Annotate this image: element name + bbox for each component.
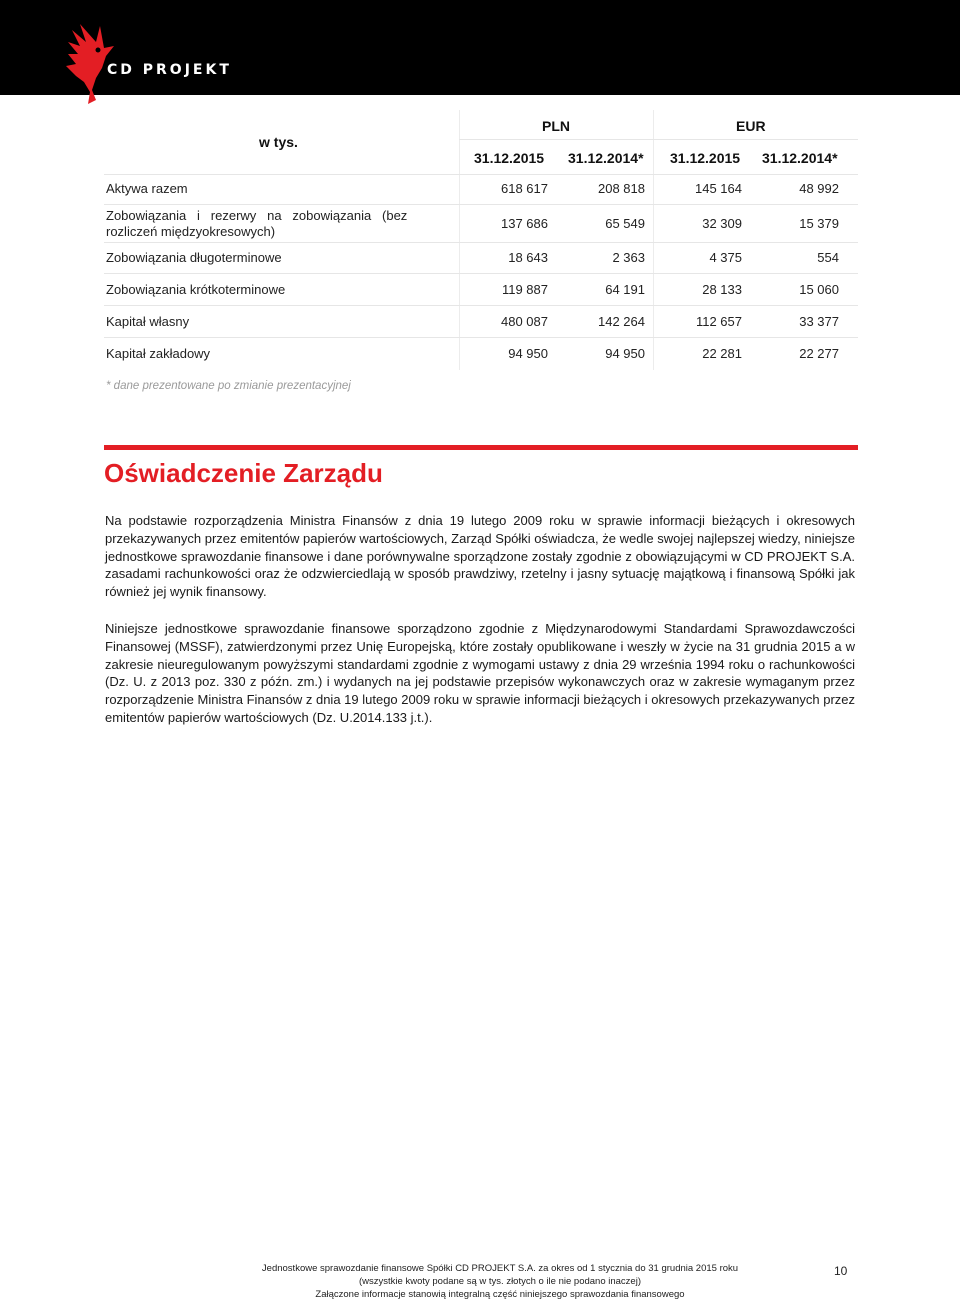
row-divider <box>104 204 858 205</box>
footer-line: (wszystkie kwoty podane są w tys. złotych o ile nie podano inaczej) <box>359 1276 641 1287</box>
value-cell: 64 191 <box>605 282 645 297</box>
column-header: 31.12.2015 <box>670 150 741 166</box>
value-cell: 208 818 <box>598 181 645 196</box>
page-number: 10 <box>834 1264 848 1278</box>
value-cell: 18 643 <box>508 250 548 265</box>
row-divider <box>104 242 858 243</box>
value-cell: 112 657 <box>695 314 742 329</box>
logo-text: CD PROJEKT <box>107 62 232 78</box>
value-cell: 554 <box>817 250 839 265</box>
value-cell: 33 377 <box>799 314 839 329</box>
value-cell: 618 617 <box>501 181 548 196</box>
statement-paragraph: Na podstawie rozporządzenia Ministra Finansów z dnia 19 lutego 2009 roku w sprawie informacji bieżących i okresowych przekazywanych przez emitentów papierów wartościowych, Zarząd Spółki oświadcza, że wedle swojej najlepszej wiedzy, niniejsze jednostkowe sprawozdanie finansowe i dane porównywalne sporządzone zostały zgodnie z obowiązującymi w CD PROJEKT S.A. zasadami rachunkowości oraz że odzwierciedlają w sposób prawdziwy, rzetelny i jasny sytuację majątkową i finansową Spółki jak również jej wynik finansowy. <box>105 513 855 600</box>
value-cell: 22 281 <box>702 346 742 361</box>
row-divider <box>104 305 858 306</box>
section-divider <box>104 445 858 450</box>
row-divider <box>104 273 858 274</box>
header-bar <box>0 0 960 95</box>
row-label: Zobowiązania i rezerwy na zobowiązania (bez <box>106 208 408 223</box>
row-label: Kapitał zakładowy <box>106 346 211 361</box>
currency-eur-header: EUR <box>736 118 766 134</box>
row-label: Kapitał własny <box>106 314 190 329</box>
value-cell: 145 164 <box>695 181 742 196</box>
section-title: Oświadczenie Zarządu <box>104 458 383 488</box>
column-header: 31.12.2015 <box>474 150 545 166</box>
footer-line: Załączone informacje stanowią integralną część niniejszego sprawozdania finansowego <box>315 1289 685 1300</box>
column-divider <box>653 110 654 370</box>
value-cell: 32 309 <box>702 216 742 231</box>
value-cell: 94 950 <box>605 346 645 361</box>
value-cell: 142 264 <box>598 314 645 329</box>
row-label: Zobowiązania długoterminowe <box>106 250 282 265</box>
value-cell: 22 277 <box>799 346 839 361</box>
row-divider <box>104 337 858 338</box>
page-footer <box>210 1262 790 1301</box>
value-cell: 15 379 <box>799 216 839 231</box>
header-divider <box>104 174 858 175</box>
value-cell: 28 133 <box>702 282 742 297</box>
unit-label: w tys. <box>259 134 298 150</box>
value-cell: 65 549 <box>605 216 645 231</box>
row-label: Aktywa razem <box>106 181 188 196</box>
value-cell: 48 992 <box>799 181 839 196</box>
statement-paragraph: Niniejsze jednostkowe sprawozdanie finansowe sporządzono zgodnie z Międzynarodowymi Standardami Sprawozdawczości Finansowej (MSSF), zatwierdzonymi przez Unię Europejską, które zostały opublikowane i weszły w życie na 31 grudnia 2015 a w zakresie nieuregulowanym powyższymi standardami zgodnie z wymogami ustawy z dnia 29 września 1994 roku o rachunkowości (Dz. U. z 2013 poz. 330 z późn. zm.) i wydanych na jej podstawie przepisów wykonawczych oraz w zakresie wymaganym przez rozporządzenie Ministra Finansów z dnia 19 lutego 2009 roku w sprawie informacji bieżących i okresowych przekazywanych przez emitentów papierów wartościowych (Dz. U.2014.133 j.t.). <box>105 621 856 725</box>
value-cell: 4 375 <box>709 250 742 265</box>
value-cell: 94 950 <box>508 346 548 361</box>
value-cell: 137 686 <box>501 216 548 231</box>
row-label-continuation: rozliczeń międzyokresowych) <box>106 224 276 239</box>
value-cell: 480 087 <box>501 314 548 329</box>
column-header: 31.12.2014* <box>568 150 644 166</box>
column-divider <box>459 110 460 370</box>
table-footnote: * dane prezentowane po zmianie prezentacyjnej <box>106 380 351 392</box>
row-label: Zobowiązania krótkoterminowe <box>106 282 286 297</box>
currency-pln-header: PLN <box>542 118 570 134</box>
column-header: 31.12.2014* <box>762 150 838 166</box>
value-cell: 2 363 <box>612 250 645 265</box>
value-cell: 119 887 <box>501 282 548 297</box>
value-cell: 15 060 <box>799 282 839 297</box>
header-divider <box>459 139 858 140</box>
footer-line: Jednostkowe sprawozdanie finansowe Spółki CD PROJEKT S.A. za okres od 1 stycznia do 31 grudnia 2015 roku <box>261 1263 739 1274</box>
